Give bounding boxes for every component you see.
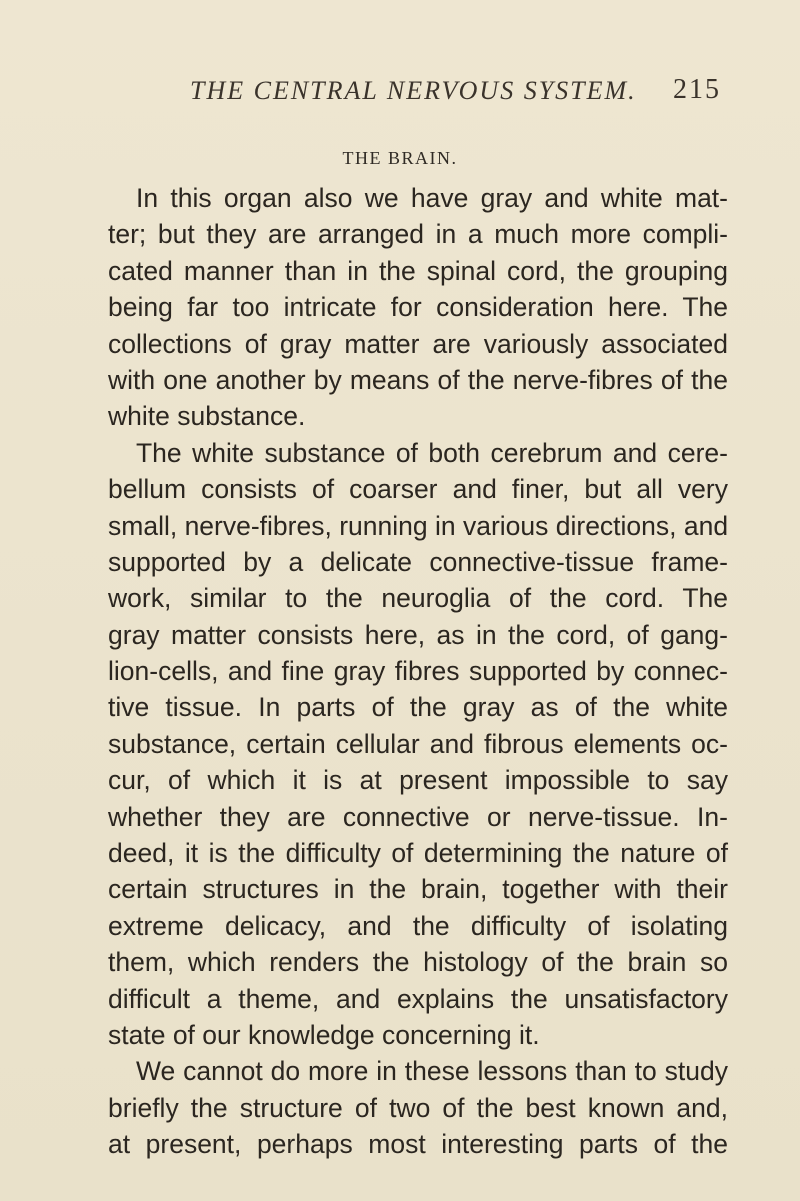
paragraph-3 [108, 1053, 728, 1162]
text-line: The white substance of both cerebrum and cere- [136, 437, 728, 468]
text-line: small, nerve-fibres, running in various directions, and [108, 510, 729, 541]
text-line: certain structures in the brain, together with their [108, 874, 728, 905]
text-line: them, which renders the histology of the brain so [108, 947, 728, 978]
body-text [108, 180, 728, 1163]
text-line: with one another by means of the nerve-fibres of the [108, 364, 728, 395]
text-line: bellum consists of coarser and finer, but all very [108, 474, 728, 505]
text-line: extreme delicacy, and the difficulty of isolating [108, 910, 728, 941]
text-line: briefly the structure of two of the best known and, [108, 1092, 728, 1123]
text-line: at present, perhaps most interesting parts of the [108, 1129, 728, 1160]
text-line: supported by a delicate connective-tissue frame- [108, 546, 728, 577]
text-line: deed, it is the difficulty of determining the nature of [108, 838, 728, 869]
text-line: being far too intricate for consideration here. The [108, 292, 728, 323]
paragraph-1 [108, 180, 728, 435]
running-head: THE CENTRAL NERVOUS SYSTEM. [190, 76, 637, 105]
text-line: work, similar to the neuroglia of the cord. The [108, 583, 728, 614]
text-line: cur, of which it is at present impossible to say [108, 765, 728, 796]
paragraph-2 [108, 435, 728, 1054]
text-line: state of our knowledge concerning it. [108, 1019, 540, 1050]
section-title: THE BRAIN. [342, 148, 458, 168]
page-number: 215 [673, 74, 721, 105]
text-line: collections of gray matter are variously associated [108, 328, 728, 359]
text-line: gray matter consists here, as in the cord, of gang- [108, 619, 728, 650]
text-line: tive tissue. In parts of the gray as of the white [108, 692, 728, 723]
text-line: ter; but they are arranged in a much more compli- [108, 219, 728, 250]
text-line: lion-cells, and fine gray fibres supported by connec- [108, 656, 728, 687]
text-line: substance, certain cellular and fibrous elements oc- [108, 728, 728, 759]
text-line: In this organ also we have gray and white mat- [136, 183, 728, 213]
text-line: whether they are connective or nerve-tissue. In- [108, 801, 728, 832]
text-line: difficult a theme, and explains the unsatisfactory [108, 983, 728, 1014]
text-line: cated manner than in the spinal cord, the grouping [108, 255, 728, 286]
text-line: We cannot do more in these lessons than to study [136, 1056, 728, 1087]
text-line: white substance. [108, 401, 306, 432]
